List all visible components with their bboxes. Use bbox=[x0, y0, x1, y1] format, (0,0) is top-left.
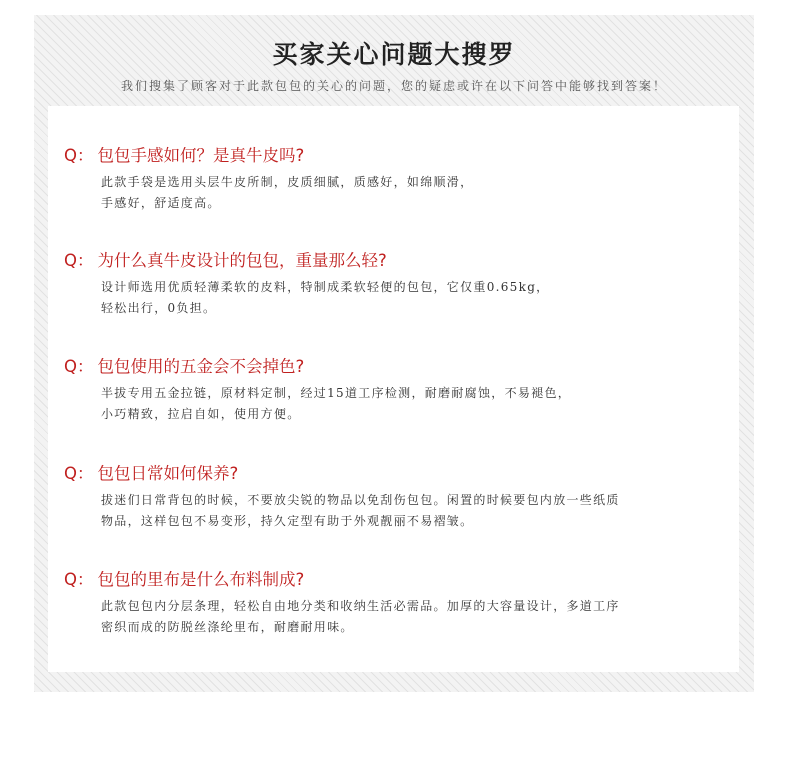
question-text: 包包日常如何保养? bbox=[97, 464, 239, 483]
question-text: 包包使用的五金会不会掉色? bbox=[97, 357, 305, 376]
question-prefix: Q： bbox=[64, 251, 94, 270]
faq-answer bbox=[64, 383, 724, 425]
faq-answer bbox=[64, 277, 724, 319]
faq-item-2 bbox=[64, 249, 724, 319]
faq-frame bbox=[34, 15, 754, 692]
question-prefix: Q： bbox=[64, 570, 94, 589]
answer-line: 物品，这样包包不易变形，持久定型有助于外观靓丽不易褶皱。 bbox=[101, 514, 474, 528]
question-prefix: Q： bbox=[64, 146, 94, 165]
question-prefix: Q： bbox=[64, 464, 94, 483]
faq-answer bbox=[64, 596, 724, 638]
question-text: 为什么真牛皮设计的包包，重量那么轻? bbox=[97, 251, 387, 270]
question-text: 包包手感如何？是真牛皮吗? bbox=[97, 146, 305, 165]
answer-line: 轻松出行，0负担。 bbox=[101, 301, 217, 315]
faq-item-4 bbox=[64, 462, 724, 532]
answer-line: 半拔专用五金拉链，原材料定制，经过15道工序检测，耐磨耐腐蚀，不易褪色， bbox=[101, 386, 572, 400]
faq-question bbox=[64, 568, 724, 592]
question-prefix: Q： bbox=[64, 357, 94, 376]
faq-item-1 bbox=[64, 144, 724, 214]
answer-line: 设计师选用优质轻薄柔软的皮料，特制成柔软轻便的包包，它仅重0.65kg， bbox=[101, 280, 550, 294]
page-subtitle: 我们搜集了顾客对于此款包包的关心的问题，您的疑虑或许在以下问答中能够找到答案！ bbox=[120, 79, 667, 93]
answer-line: 此款包包内分层条理，轻松自由地分类和收纳生活必需品。加厚的大容量设计，多道工序 bbox=[101, 599, 620, 613]
faq-question bbox=[64, 144, 724, 168]
answer-line: 拔迷们日常背包的时候，不要放尖锐的物品以免刮伤包包。闲置的时候要包内放一些纸质 bbox=[101, 493, 620, 507]
faq-panel bbox=[48, 106, 739, 672]
answer-line: 密织而成的防脱丝涤纶里布，耐磨耐用味。 bbox=[101, 620, 354, 634]
faq-item-3 bbox=[64, 355, 724, 425]
question-text: 包包的里布是什么布料制成? bbox=[97, 570, 305, 589]
faq-question bbox=[64, 249, 724, 273]
answer-line: 此款手袋是选用头层牛皮所制，皮质细腻，质感好，如绵顺滑， bbox=[101, 175, 474, 189]
faq-question bbox=[64, 462, 724, 486]
answer-line: 手感好，舒适度高。 bbox=[101, 196, 221, 210]
faq-answer bbox=[64, 490, 724, 532]
answer-line: 小巧精致，拉启自如，使用方便。 bbox=[101, 407, 301, 421]
faq-question bbox=[64, 355, 724, 379]
faq-item-5 bbox=[64, 568, 724, 638]
page-title: 买家关心问题大搜罗 bbox=[272, 40, 516, 69]
faq-answer bbox=[64, 172, 724, 214]
